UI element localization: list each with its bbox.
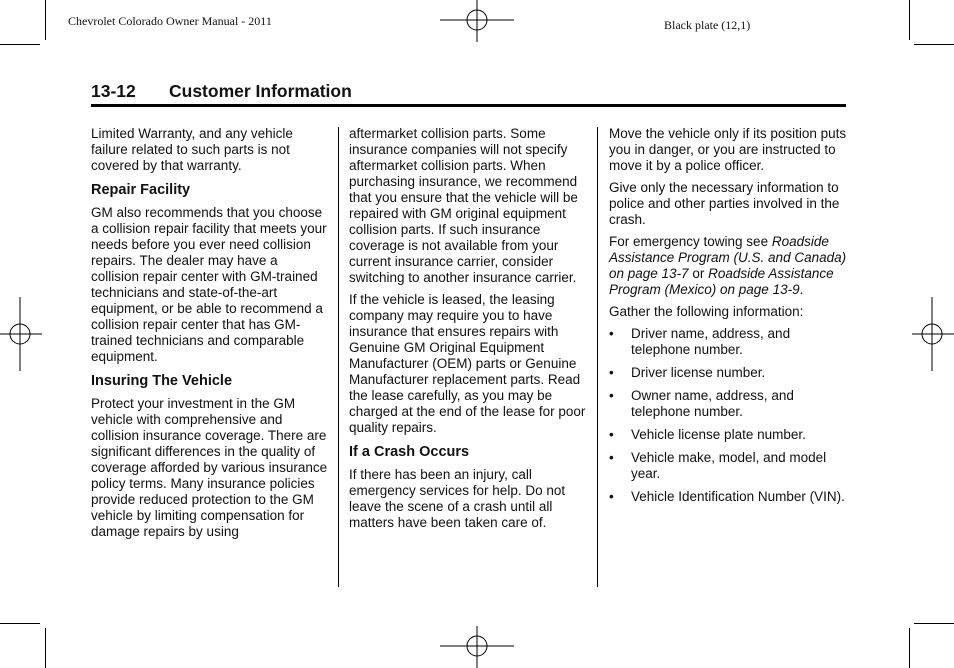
paragraph: GM also recommends that you choose a collision repair facility that meets your needs before you ever need collision repairs. The dealer may have a collision repair center with GM-trained technicians and state-of-the-art equipment, or be able to recommend a collision repair center that has GM-trained technicians and comparable equipment. [91,205,327,364]
bullet-icon: • [609,489,614,504]
heading-if-a-crash-occurs: If a Crash Occurs [349,444,470,460]
bullet-icon: • [609,326,614,341]
crop-mark [909,628,910,668]
registration-mark-icon [0,297,42,371]
column-divider [338,127,339,587]
list-item [609,388,847,420]
list-item-text: Vehicle license plate number. [631,427,806,442]
crop-mark [45,628,46,668]
slug-left: Chevrolet Colorado Owner Manual - 2011 [68,14,272,28]
list-item-text: Driver name, address, and telephone number. [631,326,791,357]
paragraph: Give only the necessary information to police and other parties involved in the crash. [609,180,840,227]
column-1 [91,126,329,546]
column-divider [597,127,598,587]
paragraph-towing [609,234,847,298]
paragraph: aftermarket collision parts. Some insurance companies will not specify aftermarket collision parts. When purchasing insurance, we recommend that you ensure that the vehicle will be repaired with GM original equipment collision parts. If such insurance coverage is not available from your current insurance carrier, consider switching to another insurance carrier. [349,126,578,285]
paragraph: Protect your investment in the GM vehicle with comprehensive and collision insurance coverage. There are significant differences in the quality of coverage afforded by various insurance policy terms. Many insurance policies provide reduced protection to the GM vehicle by limiting compensation for damage repairs by using [91,396,328,539]
list-item [609,450,847,482]
cross-reference-link[interactable]: Roadside Assistance Program (U.S. and Canada) on page 13-7 [609,234,847,281]
cross-reference-link[interactable]: Roadside Assistance Program (Mexico) on page 13-9 [609,266,834,297]
paragraph: Move the vehicle only if its position puts you in danger, or you are instructed to move it by a police officer. [609,126,847,173]
crop-mark [0,44,40,45]
text: . [799,282,804,297]
paragraph: Limited Warranty, and any vehicle failure related to such parts is not covered by that warranty. [91,126,293,173]
crop-mark [45,0,46,40]
text: or [688,266,709,281]
crop-mark [914,44,954,45]
crop-mark [914,623,954,624]
bullet-icon: • [609,365,614,380]
column-3 [609,126,847,512]
paragraph: Gather the following information: [609,304,804,319]
info-list [609,326,847,505]
list-item-text: Vehicle make, model, and model year. [631,450,827,481]
registration-mark-icon [440,626,514,668]
registration-mark-icon [912,297,954,371]
registration-mark-icon [440,0,514,42]
crop-mark [0,623,40,624]
paragraph: If the vehicle is leased, the leasing company may require you to have insurance that ensures repairs with Genuine GM Original Equipment Manufacturer (OEM) parts or Genuine Manufacturer replacement parts. Read the lease carefully, as you may be charged at the end of the lease for poor quality repairs. [349,292,586,435]
bullet-icon: • [609,427,614,442]
paragraph: If there has been an injury, call emergency services for help. Do not leave the scene of a crash until all matters have been taken care of. [349,467,566,530]
heading-insuring-the-vehicle: Insuring The Vehicle [91,373,233,389]
list-item [609,365,847,381]
section-title: Customer Information [169,81,352,101]
page-number: 13-12 [91,81,136,101]
list-item [609,326,847,358]
list-item [609,489,847,505]
list-item [609,427,847,443]
page-header [91,80,846,107]
heading-repair-facility: Repair Facility [91,182,191,198]
list-item-text: Vehicle Identification Number (VIN). [631,489,845,504]
bullet-icon: • [609,388,614,403]
bullet-icon: • [609,450,614,465]
slug-right: Black plate (12,1) [664,18,751,32]
list-item-text: Driver license number. [631,365,766,380]
column-2 [349,126,587,537]
crop-mark [909,0,910,40]
text: For emergency towing see [609,234,772,249]
list-item-text: Owner name, address, and telephone number. [631,388,794,419]
